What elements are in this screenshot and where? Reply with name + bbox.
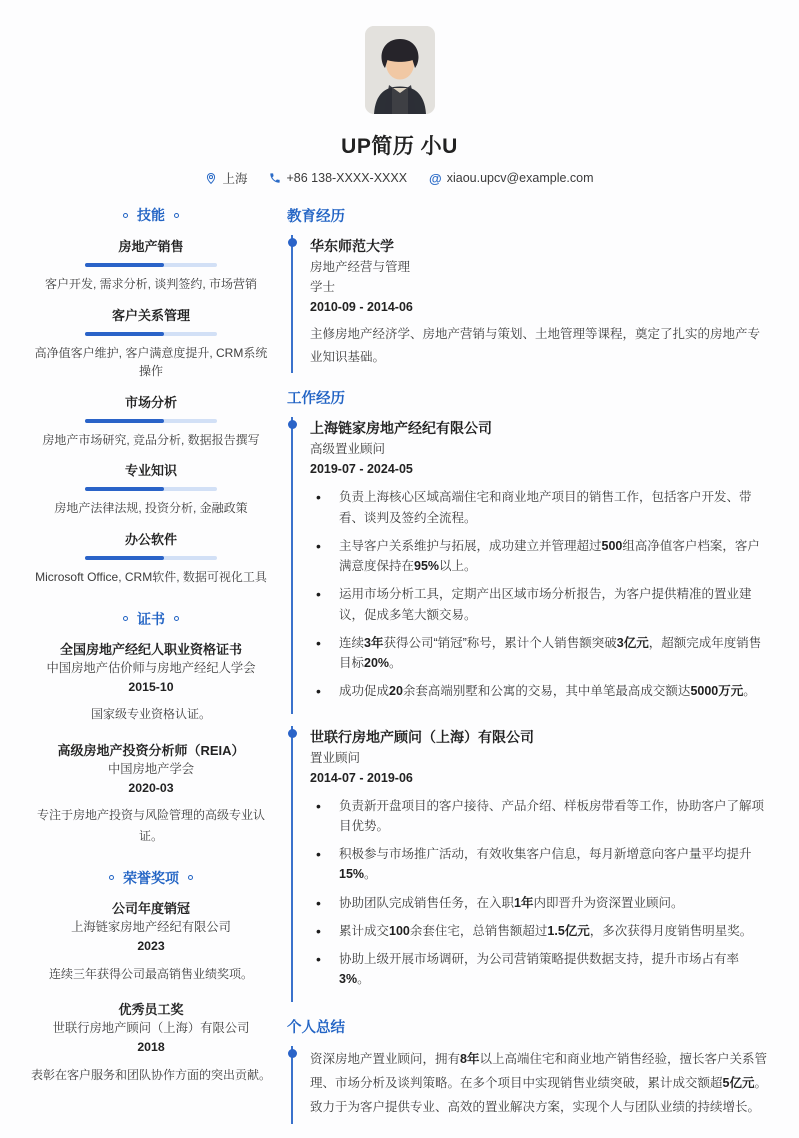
award-desc: 连续三年获得公司最高销售业绩奖项。	[48, 966, 253, 981]
skill-item	[30, 305, 272, 381]
skill-desc: 客户开发, 需求分析, 谈判签约, 市场营销	[44, 277, 257, 291]
skill-item	[30, 392, 272, 450]
education-section-title: 教育经历	[287, 209, 345, 225]
job-entry	[291, 417, 769, 713]
certificate-desc: 专注于房地产投资与风险管理的高级专业认证。	[36, 808, 265, 843]
contact-row	[0, 169, 799, 187]
awards-title-text: 荣誉奖项	[123, 869, 179, 886]
certificate-date: 2015-10	[128, 680, 174, 695]
skill-level-bar	[85, 556, 217, 560]
skill-desc: Microsoft Office, CRM软件, 数据可视化工具	[35, 569, 267, 584]
skill-name: 市场分析	[124, 394, 177, 410]
certificates-title-text: 证书	[137, 610, 165, 627]
award-date: 2018	[137, 1040, 165, 1055]
award-desc: 表彰在客户服务和团队协作方面的突出贡献。	[30, 1067, 271, 1082]
decorative-circle-icon	[174, 213, 179, 218]
skill-item	[30, 529, 272, 587]
job-bullet: • 主导客户关系维护与拓展，成功建立并管理超过500组高净值客户档案，客户满意度保持在95%以上。	[310, 536, 769, 577]
certificate-name: 全国房地产经纪人职业资格证书	[59, 641, 242, 657]
awards-section-title	[30, 868, 272, 888]
job-bullet: • 积极参与市场推广活动，有效收集客户信息，每月新增意向客户量平均提升15%。	[310, 844, 769, 885]
summary-section-title: 个人总结	[287, 1019, 345, 1036]
right-column	[287, 205, 769, 1138]
decorative-circle-icon	[123, 616, 128, 621]
timeline-dot	[288, 1049, 297, 1058]
awards-section	[30, 868, 272, 1085]
education-desc: 主修房地产经济学、房地产营销与策划、土地管理等课程，奠定了扎实的房地产专业知识基础。	[310, 327, 761, 365]
major: 房地产经营与管理	[310, 260, 411, 274]
timeline-dot	[288, 729, 297, 738]
company-name: 世联行房地产顾问（上海）有限公司	[310, 728, 534, 745]
job-bullet: • 累计成交100余套住宅，总销售额超过1.5亿元，多次获得月度销售明星奖。	[310, 921, 769, 941]
summary-text: 资深房地产置业顾问，拥有8年以上高端住宅和商业地产销售经验，擅长客户关系管理、市场分析及谈判策略。在多个项目中实现销售业绩突破，累计成交额超5亿元。致力于为客户提供专业、高效的置业解决方案，实现个人与团队业绩的持续增长。	[310, 1051, 767, 1115]
skill-level-bar	[85, 263, 217, 267]
email-text: xiaou.upcv@example.com	[446, 171, 594, 185]
certificate-item	[30, 640, 272, 725]
skill-level-fill	[85, 263, 164, 267]
timeline-dot	[288, 238, 297, 247]
job-bullet: • 负责新开盘项目的客户接待、产品介绍、样板房带看等工作，协助客户了解项目优势。	[310, 796, 769, 837]
job-dates: 2014-07 - 2019-06	[310, 770, 413, 785]
job-bullet-list	[310, 796, 769, 990]
email-at-icon: @	[429, 170, 442, 186]
school-name: 华东师范大学	[310, 238, 394, 254]
skill-level-bar	[85, 332, 217, 336]
award-issuer: 世联行房地产顾问（上海）有限公司	[52, 1021, 250, 1036]
award-date: 2023	[137, 939, 165, 954]
contact-location	[205, 169, 247, 187]
certificate-item	[30, 741, 272, 846]
education-dates: 2010-09 - 2014-06	[310, 300, 413, 314]
skill-level-fill	[85, 556, 164, 560]
work-section-title: 工作经历	[287, 391, 345, 408]
resume-body	[30, 205, 769, 1138]
decorative-circle-icon	[123, 213, 128, 218]
certificate-date: 2020-03	[128, 781, 174, 796]
award-item	[30, 899, 272, 984]
skill-level-fill	[85, 487, 164, 491]
skill-level-bar	[85, 419, 217, 423]
certificate-issuer: 中国房地产估价师与房地产经纪人学会	[46, 661, 256, 676]
job-entry	[291, 726, 769, 1002]
skill-name: 专业知识	[124, 463, 177, 479]
profile-photo-illustration	[365, 26, 435, 114]
award-item	[30, 1000, 272, 1085]
job-bullet: • 成功促成20余套高端别墅和公寓的交易，其中单笔最高成交额达5000万元。	[310, 681, 769, 701]
skill-level-fill	[85, 419, 164, 423]
decorative-circle-icon	[174, 616, 179, 621]
company-name: 上海链家房地产经纪有限公司	[310, 420, 492, 437]
skill-item	[30, 460, 272, 518]
location-text: 上海	[222, 172, 248, 186]
resume-header	[0, 26, 799, 187]
certificates-section	[30, 609, 272, 846]
decorative-circle-icon	[109, 875, 114, 880]
candidate-name: UP简历 小U	[341, 135, 458, 158]
education-section	[287, 205, 769, 373]
certificate-desc: 国家级专业资格认证。	[90, 707, 211, 722]
summary-entry	[291, 1046, 769, 1124]
skills-section	[30, 205, 272, 587]
work-section	[287, 387, 769, 1001]
summary-section	[287, 1016, 769, 1124]
skill-desc: 房地产法律法规, 投资分析, 金融政策	[54, 501, 248, 516]
skills-title-text: 技能	[137, 207, 165, 223]
certificates-section-title	[30, 609, 272, 629]
award-issuer: 上海链家房地产经纪有限公司	[71, 920, 231, 935]
job-bullet: • 协助上级开展市场调研，为公司营销策略提供数据支持，提升市场占有率3%。	[310, 949, 769, 990]
skill-name: 办公软件	[124, 531, 177, 547]
decorative-circle-icon	[188, 875, 193, 880]
job-bullet: • 负责上海核心区域高端住宅和商业地产项目的销售工作，包括客户开发、带看、谈判及签约全流程。	[310, 487, 769, 528]
profile-photo	[365, 26, 435, 114]
contact-email	[429, 171, 593, 185]
contact-phone	[269, 171, 407, 185]
job-bullet: • 协助团队完成销售任务，在入职1年内即晋升为资深置业顾问。	[310, 893, 769, 913]
job-bullet: • 运用市场分析工具，定期产出区域市场分析报告，为客户提供精准的置业建议，促成多笔大额交易。	[310, 584, 769, 625]
skills-section-title	[30, 205, 272, 225]
location-pin-icon	[205, 172, 217, 185]
job-role: 置业顾问	[310, 750, 361, 765]
skill-name: 房地产销售	[118, 239, 184, 254]
job-bullet-list	[310, 487, 769, 701]
left-column	[30, 205, 272, 1138]
skill-desc: 房地产市场研究, 竞品分析, 数据报告撰写	[42, 432, 260, 447]
certificate-issuer: 中国房地产学会	[107, 762, 195, 777]
skill-level-bar	[85, 487, 217, 491]
skill-desc: 高净值客户维护, 客户满意度提升, CRM系统操作	[34, 345, 268, 379]
award-name: 优秀员工奖	[118, 1001, 184, 1017]
phone-text: +86 138-XXXX-XXXX	[286, 171, 408, 185]
job-bullet: • 连续3年获得公司“销冠”称号，累计个人销售额突破3亿元，超额完成年度销售目标20%。	[310, 633, 769, 674]
job-dates: 2019-07 - 2024-05	[310, 462, 413, 477]
award-name: 公司年度销冠	[111, 900, 190, 916]
job-role: 高级置业顾问	[310, 442, 386, 457]
certificate-name: 高级房地产投资分析师（REIA）	[57, 742, 245, 758]
timeline-dot	[288, 420, 297, 429]
phone-icon	[269, 172, 281, 184]
education-entry	[291, 235, 769, 373]
skill-item	[30, 236, 272, 294]
degree: 学士	[310, 280, 336, 294]
skill-name: 客户关系管理	[111, 307, 190, 323]
skill-level-fill	[85, 332, 164, 336]
